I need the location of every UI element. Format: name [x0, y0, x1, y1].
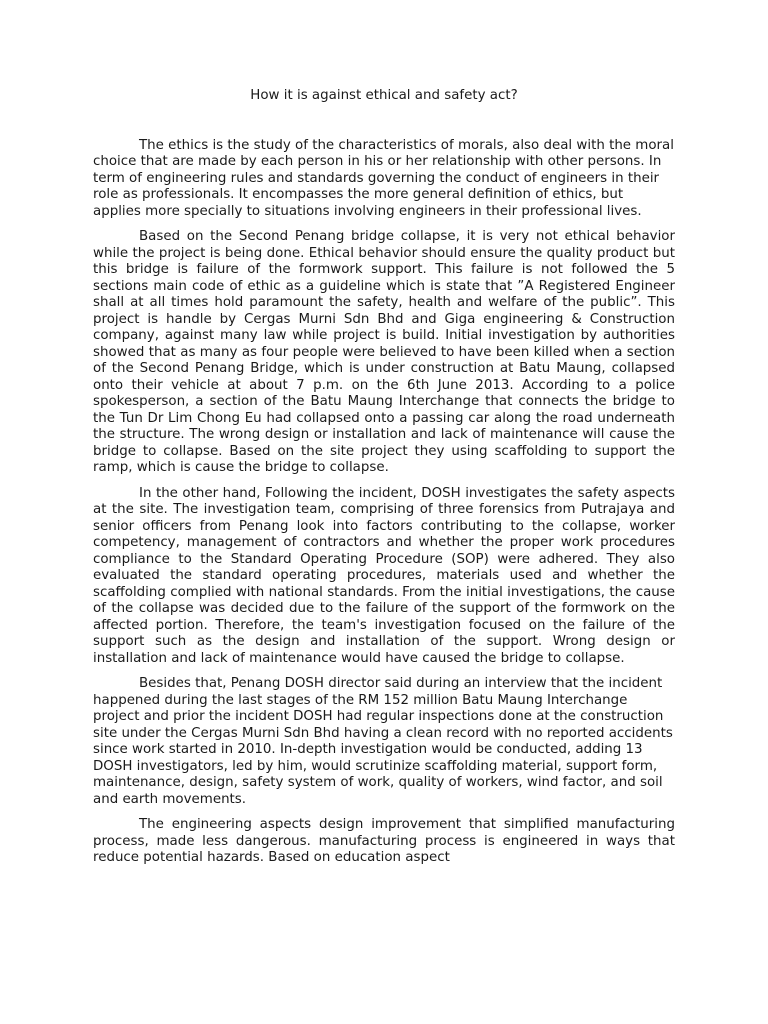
paragraph-dosh-investigation: In the other hand, Following the incident, DOSH investigates the safety aspects at the site. The investigation team, comprising of three forensics from Putrajaya and senior officers from Penang look into factors contributing to the collapse, worker competency, management of contractors and whether the proper work procedures compliance to the Standard Operating Procedure (SOP) were adhered. They also evaluated the standard operating procedures, materials used and whether the scaffolding complied with national standards. From the initial investigations, the cause of the collapse was decided due to the failure of the support of the formwork on the affected portion. Therefore, the team's investigation focused on the failure of the support such as the design and installation of the support. Wrong design or installation and lack of maintenance would have caused the bridge to collapse. — [93, 485, 675, 666]
paragraph-engineering-aspects: The engineering aspects design improvement that simplified manufacturing process, made less dangerous. manufacturing process is engineered in ways that reduce potential hazards. Based on education aspect — [93, 817, 675, 865]
paragraph-bridge-collapse: Based on the Second Penang bridge collapse, it is very not ethical behavior while the project is being done. Ethical behavior should ensure the quality product but this bridge is failure of the formwork support. This failure is not followed the 5 sections main code of ethic as a guideline which is state that ”A Registered Engineer shall at all times hold paramount the safety, health and welfare of the public”. This project is handle by Cergas Murni Sdn Bhd and Giga engineering & Construction company, against many law while project is build. Initial investigation by authorities showed that as many as four people were believed to have been killed when a section of the Second Penang Bridge, which is under construction at Batu Maung, collapsed onto their vehicle at about 7 p.m. on the 6th June 2013. According to a police spokesperson, a section of the Batu Maung Interchange that connects the bridge to the Tun Dr Lim Chong Eu had collapsed onto a passing car along the road underneath the structure. The wrong design or installation and lack of maintenance will cause the bridge to collapse. Based on the site project they using scaffolding to support the ramp, which is cause the bridge to collapse. — [93, 229, 675, 475]
document-page — [93, 88, 675, 876]
document-title: How it is against ethical and safety act? — [250, 88, 518, 103]
paragraph-dosh-director: Besides that, Penang DOSH director said during an interview that the incident happened during the last stages of the RM 152 million Batu Maung Interchange project and prior the incident DOSH had regular inspections done at the construction site under the Cergas Murni Sdn Bhd having a clean record with no reported accidents since work started in 2010. In-depth investigation would be conducted, adding 13 DOSH investigators, led by him, would scrutinize scaffolding material, support form, maintenance, design, safety system of work, quality of workers, wind factor, and soil and earth movements. — [93, 676, 673, 807]
paragraph-ethics-definition: The ethics is the study of the characteristics of morals, also deal with the moral choice that are made by each person in his or her relationship with other persons. In term of engineering rules and standards governing the conduct of engineers in their role as professionals. It encompasses the more general definition of ethics, but applies more specially to situations involving engineers in their professional lives. — [93, 137, 674, 219]
